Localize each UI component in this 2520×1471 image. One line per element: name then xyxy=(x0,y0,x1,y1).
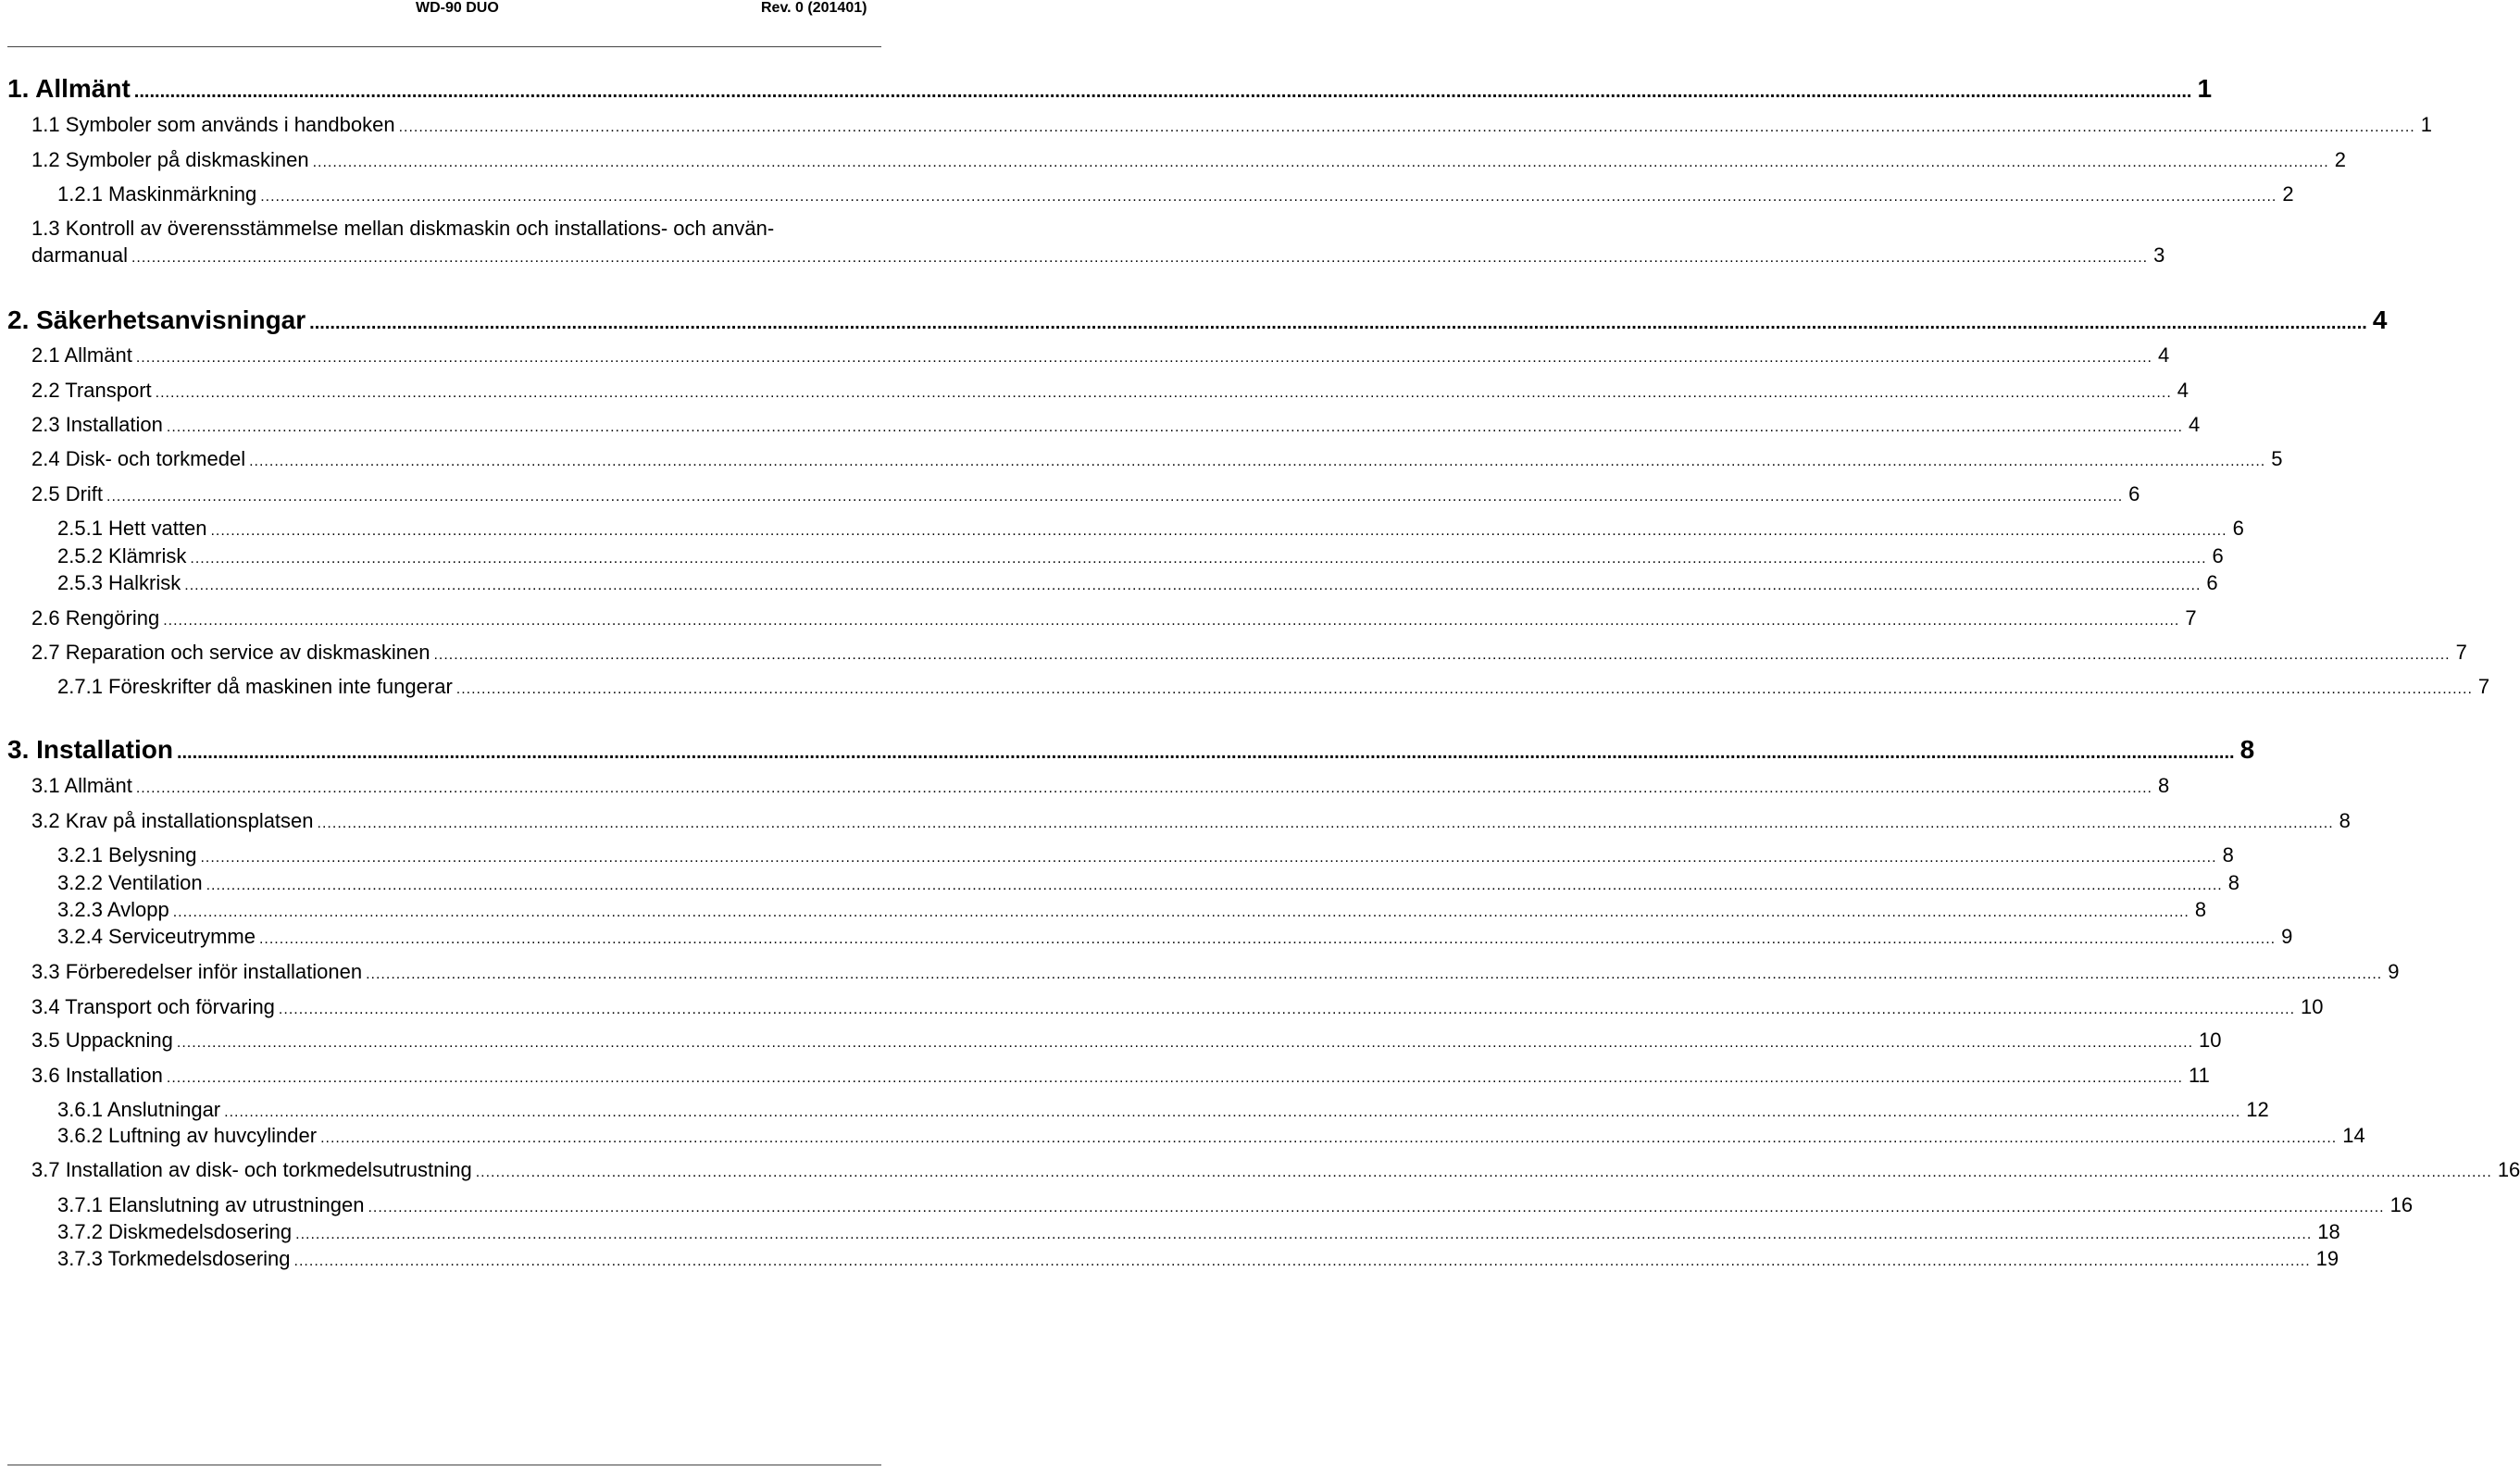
toc-leader-dots: ................................................................................................................................................................................................................................................................................................................................................................................................................ xyxy=(295,1227,2313,1242)
toc-entry-title: 2.4 Disk- och torkmedel xyxy=(31,447,246,470)
toc-entry-title: 3.2.1 Belysning xyxy=(57,843,197,866)
toc-page-number: 14 xyxy=(2342,1124,2365,1147)
toc-leader-dots: ................................................................................................................................................................................................................................................................................................................................................................................................................ xyxy=(455,681,2473,697)
toc-leader-dots: ................................................................................................................................................................................................................................................................................................................................................................................................................ xyxy=(366,966,2383,982)
toc-entry-title: 3.2.3 Avlopp xyxy=(57,898,169,921)
toc-entry-title: 3.6.1 Anslutningar xyxy=(57,1098,221,1121)
toc-entry[interactable] xyxy=(31,148,2346,175)
toc-entry-title: 3.6 Installation xyxy=(31,1064,163,1087)
toc-leader-dots: ................................................................................................................................................................................................................................................................................................................................................................................................................ xyxy=(155,385,2172,401)
toc-leader-dots: ................................................................................................................................................................................................................................................................................................................................................................................................................ xyxy=(398,119,2415,135)
toc-leader-dots: ................................................................................................................................................................................................................................................................................................................................................................................................................ xyxy=(133,81,2192,102)
toc-entry-title: 1.2.1 Maskinmärkning xyxy=(57,182,257,206)
toc-entry[interactable] xyxy=(57,871,2239,898)
toc-entry-title: 3.7.1 Elanslutning av utrustningen xyxy=(57,1193,365,1216)
toc-leader-dots: ................................................................................................................................................................................................................................................................................................................................................................................................................ xyxy=(293,1253,2311,1269)
header-rule xyxy=(7,46,881,48)
toc-entry-title: 2.5.1 Hett vatten xyxy=(57,517,207,540)
toc-entry[interactable] xyxy=(31,995,2324,1022)
toc-leader-dots: ................................................................................................................................................................................................................................................................................................................................................................................................................ xyxy=(200,850,2217,866)
toc-leader-dots: ................................................................................................................................................................................................................................................................................................................................................................................................................ xyxy=(166,419,2183,435)
toc-entry[interactable] xyxy=(57,675,2490,702)
toc-entry[interactable] xyxy=(57,571,2218,598)
toc-leader-dots: ................................................................................................................................................................................................................................................................................................................................................................................................................ xyxy=(131,250,2149,266)
toc-entry-title: darmanual xyxy=(31,243,128,267)
toc-page-number: 10 xyxy=(2199,1028,2222,1052)
toc-page-number: 9 xyxy=(2388,960,2400,983)
toc-entry-title: 3.6.2 Luftning av huvcylinder xyxy=(57,1124,318,1147)
toc-entry[interactable] xyxy=(7,735,2255,767)
toc-page-number: 8 xyxy=(2194,898,2207,921)
toc-entry[interactable] xyxy=(31,113,2432,140)
toc-leader-dots: ................................................................................................................................................................................................................................................................................................................................................................................................................ xyxy=(206,878,2223,893)
toc-entry-title: 3.5 Uppackning xyxy=(31,1028,173,1052)
toc-page-number: 1 xyxy=(2197,74,2213,103)
toc-page-number: 19 xyxy=(2315,1247,2339,1270)
toc-entry[interactable] xyxy=(57,517,2244,543)
toc-leader-dots: ................................................................................................................................................................................................................................................................................................................................................................................................................ xyxy=(258,931,2277,947)
toc-leader-dots: ................................................................................................................................................................................................................................................................................................................................................................................................................ xyxy=(224,1104,2241,1120)
toc-leader-dots: ................................................................................................................................................................................................................................................................................................................................................................................................................ xyxy=(106,489,2124,505)
toc-entry[interactable] xyxy=(31,379,2189,405)
toc-leader-dots: ................................................................................................................................................................................................................................................................................................................................................................................................................ xyxy=(184,578,2202,593)
toc-entry[interactable] xyxy=(57,544,2224,571)
toc-entry-title: 2.5.3 Halkrisk xyxy=(57,571,181,594)
toc-entry-title: 3.3 Förberedelser inför installationen xyxy=(31,960,363,983)
toc-entry-title: 2.7.1 Föreskrifter då maskinen inte fungerar xyxy=(57,675,453,698)
footer-rule xyxy=(7,1465,881,1466)
toc-entry[interactable] xyxy=(31,809,2351,836)
toc-entry[interactable] xyxy=(57,843,2234,870)
toc-entry[interactable] xyxy=(31,641,2467,667)
toc-entry[interactable] xyxy=(57,1098,2269,1125)
toc-leader-dots: ................................................................................................................................................................................................................................................................................................................................................................................................................ xyxy=(320,1130,2338,1146)
toc-entry[interactable] xyxy=(57,1193,2414,1220)
toc-page-number: 2 xyxy=(2282,182,2294,206)
toc-leader-dots: ................................................................................................................................................................................................................................................................................................................................................................................................................ xyxy=(309,313,2367,333)
toc-page-number: 6 xyxy=(2212,544,2224,567)
toc-leader-dots: ................................................................................................................................................................................................................................................................................................................................................................................................................ xyxy=(368,1200,2385,1215)
toc-page-number: 11 xyxy=(2189,1064,2210,1087)
toc-page-number: 6 xyxy=(2128,482,2140,505)
toc-leader-dots: ................................................................................................................................................................................................................................................................................................................................................................................................................ xyxy=(135,780,2152,796)
toc-page-number: 3 xyxy=(2153,243,2165,267)
toc-page-number: 8 xyxy=(2157,774,2170,797)
toc-entry-title: 3.2.2 Ventilation xyxy=(57,871,203,894)
toc-leader-dots: ................................................................................................................................................................................................................................................................................................................................................................................................................ xyxy=(210,523,2227,539)
toc-page-number: 6 xyxy=(2206,571,2218,594)
toc-page-number: 7 xyxy=(2455,641,2467,664)
toc-entry-title: 3.4 Transport och förvaring xyxy=(31,995,275,1018)
toc-entry[interactable] xyxy=(7,305,2388,338)
toc-entry-title: 2.3 Installation xyxy=(31,413,163,436)
toc-page-number: 2 xyxy=(2334,148,2346,171)
toc-page-number: 8 xyxy=(2227,871,2239,894)
toc-page-number: 10 xyxy=(2301,995,2324,1018)
toc-entry[interactable] xyxy=(31,1028,2222,1055)
toc-entry-title: 2.7 Reparation och service av diskmaskinen xyxy=(31,641,430,664)
toc-leader-dots: ................................................................................................................................................................................................................................................................................................................................................................................................................ xyxy=(475,1165,2492,1180)
toc-page-number: 4 xyxy=(2372,305,2388,334)
toc-entry-title: 3.7.2 Diskmedelsdosering xyxy=(57,1220,293,1243)
toc-leader-dots: ................................................................................................................................................................................................................................................................................................................................................................................................................ xyxy=(260,189,2277,205)
toc-entry[interactable] xyxy=(57,898,2207,925)
toc-entry[interactable] xyxy=(31,774,2170,801)
toc-entry[interactable] xyxy=(57,1247,2339,1274)
toc-entry[interactable] xyxy=(57,182,2294,209)
toc-entry-title: 2.5 Drift xyxy=(31,482,104,505)
toc-entry[interactable] xyxy=(31,243,2165,270)
toc-page-number: 1 xyxy=(2420,113,2432,136)
toc-leader-dots: ................................................................................................................................................................................................................................................................................................................................................................................................................ xyxy=(172,904,2189,920)
toc-page-number: 18 xyxy=(2317,1220,2340,1243)
toc-leader-dots: ................................................................................................................................................................................................................................................................................................................................................................................................................ xyxy=(135,350,2152,366)
toc-page-number: 16 xyxy=(2497,1158,2520,1181)
toc-entry-title: 3.7.3 Torkmedelsdosering xyxy=(57,1247,291,1270)
toc-entry-title: 2.1 Allmänt xyxy=(31,343,132,367)
toc-entry[interactable] xyxy=(31,1158,2520,1185)
toc-page-number: 4 xyxy=(2157,343,2170,367)
toc-entry-title: 3.1 Allmänt xyxy=(31,774,132,797)
toc-entry[interactable] xyxy=(31,482,2140,509)
toc-page-number: 4 xyxy=(2189,413,2201,436)
toc-entry[interactable] xyxy=(31,606,2197,633)
toc-leader-dots: ................................................................................................................................................................................................................................................................................................................................................................................................................ xyxy=(317,816,2334,831)
toc-leader-dots: ................................................................................................................................................................................................................................................................................................................................................................................................................ xyxy=(190,551,2207,567)
toc-leader-dots: ................................................................................................................................................................................................................................................................................................................................................................................................................ xyxy=(278,1002,2296,1017)
document-model: WD-90 DUO xyxy=(416,0,499,16)
toc-page-number: 7 xyxy=(2477,675,2490,698)
toc-page-number: 4 xyxy=(2177,379,2189,402)
page-header xyxy=(0,0,889,19)
toc-entry-title: 1. Allmänt xyxy=(7,74,131,103)
toc-entry-title-line1[interactable]: 1.3 Kontroll av överensstämmelse mellan diskmaskin och installations- och använ- xyxy=(31,217,775,240)
toc-page-number: 5 xyxy=(2271,447,2283,470)
toc-page-number: 9 xyxy=(2281,925,2293,948)
toc-entry-title: 3.7 Installation av disk- och torkmedelsutrustning xyxy=(31,1158,472,1181)
toc-entry[interactable] xyxy=(7,74,2213,106)
toc-entry-title: 2.2 Transport xyxy=(31,379,152,402)
toc-page-number: 8 xyxy=(2239,735,2255,764)
toc-leader-dots: ................................................................................................................................................................................................................................................................................................................................................................................................................ xyxy=(163,613,2180,629)
toc-page-number: 16 xyxy=(2389,1193,2414,1216)
toc-leader-dots: ................................................................................................................................................................................................................................................................................................................................................................................................................ xyxy=(249,454,2266,469)
toc-page-number: 12 xyxy=(2246,1098,2269,1121)
toc-entry[interactable] xyxy=(57,1220,2340,1247)
toc-entry[interactable] xyxy=(31,1064,2210,1091)
toc-entry-title: 1.1 Symboler som används i handboken xyxy=(31,113,395,136)
toc-leader-dots: ................................................................................................................................................................................................................................................................................................................................................................................................................ xyxy=(176,742,2235,763)
toc-entry[interactable] xyxy=(57,1124,2365,1151)
document-revision: Rev. 0 (201401) xyxy=(761,0,867,16)
toc-page-number: 7 xyxy=(2185,606,2197,630)
toc-entry-title: 2. Säkerhetsanvisningar xyxy=(7,305,306,334)
toc-entry[interactable] xyxy=(31,447,2283,474)
toc-entry-title: 3.2.4 Serviceutrymme xyxy=(57,925,256,948)
toc-leader-dots: ................................................................................................................................................................................................................................................................................................................................................................................................................ xyxy=(312,155,2329,170)
toc-entry[interactable] xyxy=(31,343,2170,370)
toc-entry[interactable] xyxy=(31,960,2400,987)
toc-entry-title: 2.6 Rengöring xyxy=(31,606,160,630)
toc-entry-title: 3. Installation xyxy=(7,735,173,764)
toc-entry[interactable] xyxy=(57,925,2293,952)
toc-page-number: 8 xyxy=(2339,809,2351,832)
toc-leader-dots: ................................................................................................................................................................................................................................................................................................................................................................................................................ xyxy=(176,1035,2194,1051)
toc-entry[interactable] xyxy=(31,413,2201,440)
toc-entry-title: 3.2 Krav på installationsplatsen xyxy=(31,809,314,832)
toc-page-number: 8 xyxy=(2222,843,2234,866)
toc-leader-dots: ................................................................................................................................................................................................................................................................................................................................................................................................................ xyxy=(166,1070,2183,1086)
toc-leader-dots: ................................................................................................................................................................................................................................................................................................................................................................................................................ xyxy=(433,647,2451,663)
toc-entry-title: 1.2 Symboler på diskmaskinen xyxy=(31,148,309,171)
toc-page-number: 6 xyxy=(2232,517,2244,540)
toc-entry-title: 2.5.2 Klämrisk xyxy=(57,544,187,567)
